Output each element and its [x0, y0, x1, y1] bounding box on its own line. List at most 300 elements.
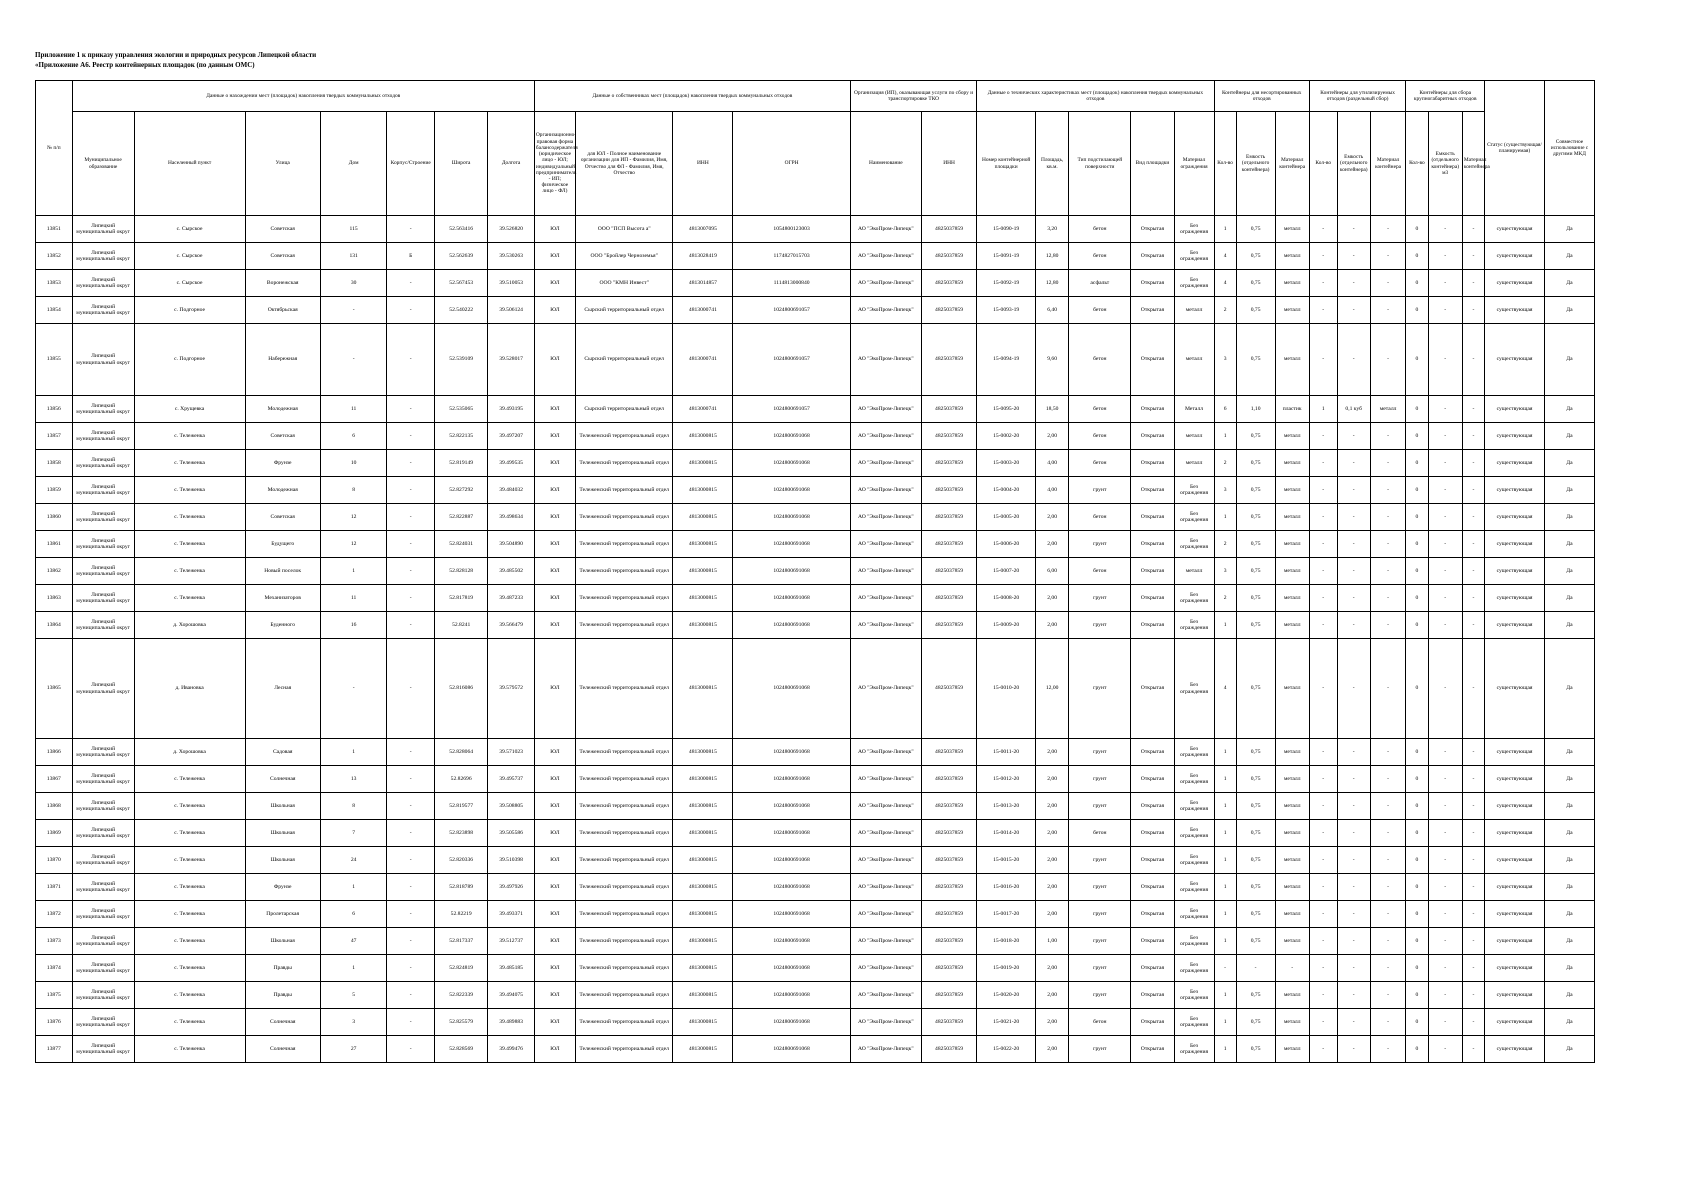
cell-street: Правды: [245, 955, 320, 982]
cell-operator-name: АО "ЭкоПром-Липецк": [850, 324, 921, 396]
cell-longitude: 39.510398: [488, 847, 535, 874]
cell-site-number: 15-0014-20: [977, 820, 1036, 847]
cell-owner-ogrn: 1024800691068: [733, 874, 851, 901]
cell-bulky-volume: -: [1428, 612, 1462, 639]
cell-area: 2,00: [1036, 793, 1069, 820]
cell-municipality: Липецкий муниципальный округ: [72, 585, 134, 612]
cell-area: 4,00: [1036, 450, 1069, 477]
cell-surface: грунт: [1069, 585, 1131, 612]
cell-house: 1: [320, 874, 387, 901]
cell-status: существующая: [1485, 450, 1545, 477]
cell-longitude: 39.530263: [488, 243, 535, 270]
cell-operator-name: АО "ЭкоПром-Липецк": [850, 793, 921, 820]
cell-site-number: 15-0011-20: [977, 739, 1036, 766]
cell-unsorted-qty: 6: [1214, 396, 1236, 423]
cell-owner-ogrn: 1114813000840: [733, 270, 851, 297]
heading-line-2: «Приложение А6. Реестр контейнерных площадок (по данным ОМС): [35, 60, 255, 69]
cell-municipality: Липецкий муниципальный округ: [72, 216, 134, 243]
cell-row-number: 13862: [36, 558, 73, 585]
cell-legal-form: ЮЛ: [534, 477, 575, 504]
table-row: [36, 955, 1595, 982]
cell-building: -: [387, 423, 435, 450]
header-group-row: [36, 81, 1595, 112]
cell-operator-name: АО "ЭкоПром-Липецк": [850, 585, 921, 612]
cell-bulky-material: -: [1462, 739, 1484, 766]
cell-unsorted-volume: 0,75: [1236, 1009, 1275, 1036]
cell-owner-name: Сырский территориальный отдел: [575, 297, 673, 324]
cell-recycle-material: -: [1370, 612, 1406, 639]
cell-surface: грунт: [1069, 612, 1131, 639]
cell-owner-inn: 4813028419: [673, 243, 733, 270]
cell-street: Лесная: [245, 639, 320, 739]
cell-latitude: 52.817819: [435, 585, 488, 612]
cell-surface: бетон: [1069, 396, 1131, 423]
cell-unsorted-volume: 0,75: [1236, 270, 1275, 297]
cell-owner-inn: 4813000815: [673, 928, 733, 955]
cell-owner-inn: 4813000815: [673, 612, 733, 639]
cell-settlement: с. Тележенка: [134, 423, 245, 450]
cell-bulky-material: -: [1462, 982, 1484, 1009]
cell-legal-form: ЮЛ: [534, 1036, 575, 1063]
cell-fence: Без ограждения: [1174, 639, 1214, 739]
cell-longitude: 39.489883: [488, 1009, 535, 1036]
cell-surface: грунт: [1069, 1036, 1131, 1063]
cell-owner-ogrn: 1024800691068: [733, 612, 851, 639]
cell-unsorted-qty: 1: [1214, 766, 1236, 793]
cell-row-number: 13875: [36, 982, 73, 1009]
cell-fence: Без ограждения: [1174, 477, 1214, 504]
cell-fence: Без ограждения: [1174, 847, 1214, 874]
cell-legal-form: ЮЛ: [534, 450, 575, 477]
cell-shared-use: Да: [1544, 901, 1594, 928]
cell-street: Советская: [245, 216, 320, 243]
cell-house: 12: [320, 531, 387, 558]
cell-street: Школьная: [245, 820, 320, 847]
cell-recycle-volume: -: [1337, 955, 1370, 982]
cell-longitude: 39.528017: [488, 324, 535, 396]
cell-latitude: 52.817337: [435, 928, 488, 955]
cell-owner-ogrn: 1024800691057: [733, 297, 851, 324]
cell-longitude: 39.571023: [488, 739, 535, 766]
col-municipality: Муниципальное образование: [72, 112, 134, 216]
cell-unsorted-qty: 1: [1214, 739, 1236, 766]
cell-building: -: [387, 585, 435, 612]
cell-surface: бетон: [1069, 820, 1131, 847]
cell-operator-inn: 4825037859: [921, 820, 976, 847]
cell-building: -: [387, 216, 435, 243]
cell-fence: Без ограждения: [1174, 270, 1214, 297]
cell-legal-form: ЮЛ: [534, 901, 575, 928]
cell-bulky-qty: 0: [1406, 558, 1428, 585]
cell-fence: металл: [1174, 423, 1214, 450]
cell-surface: асфальт: [1069, 270, 1131, 297]
cell-building: -: [387, 874, 435, 901]
cell-bulky-volume: -: [1428, 396, 1462, 423]
cell-fence: Без ограждения: [1174, 216, 1214, 243]
col-unsorted-volume: Емкость (отдельного контейнера): [1236, 112, 1275, 216]
cell-fence: металл: [1174, 558, 1214, 585]
cell-shared-use: Да: [1544, 216, 1594, 243]
cell-longitude: 39.487233: [488, 585, 535, 612]
cell-owner-name: Тележенский территориальный отдел: [575, 612, 673, 639]
cell-site-number: 15-0092-19: [977, 270, 1036, 297]
table-row: [36, 874, 1595, 901]
cell-unsorted-material: металл: [1275, 1036, 1309, 1063]
cell-status: существующая: [1485, 504, 1545, 531]
cell-bulky-volume: -: [1428, 558, 1462, 585]
cell-house: 1: [320, 739, 387, 766]
cell-owner-inn: 4813000815: [673, 982, 733, 1009]
cell-surface: бетон: [1069, 558, 1131, 585]
cell-shared-use: Да: [1544, 585, 1594, 612]
cell-operator-inn: 4825037859: [921, 270, 976, 297]
cell-building: -: [387, 766, 435, 793]
cell-recycle-material: -: [1370, 216, 1406, 243]
cell-site-number: 15-0094-19: [977, 324, 1036, 396]
cell-fence: металл: [1174, 297, 1214, 324]
cell-recycle-qty: -: [1309, 1009, 1337, 1036]
cell-building: -: [387, 504, 435, 531]
table-row: [36, 450, 1595, 477]
cell-recycle-volume: -: [1337, 477, 1370, 504]
cell-status: существующая: [1485, 612, 1545, 639]
cell-legal-form: ЮЛ: [534, 423, 575, 450]
cell-settlement: с. Тележенка: [134, 477, 245, 504]
cell-longitude: 39.495737: [488, 766, 535, 793]
cell-site-type: Открытая: [1131, 928, 1174, 955]
cell-unsorted-qty: 1: [1214, 216, 1236, 243]
cell-latitude: 52.819149: [435, 450, 488, 477]
cell-operator-inn: 4825037859: [921, 612, 976, 639]
cell-owner-ogrn: 1024800691068: [733, 820, 851, 847]
cell-site-number: 15-0095-20: [977, 396, 1036, 423]
cell-row-number: 13869: [36, 820, 73, 847]
cell-latitude: 52.822887: [435, 504, 488, 531]
cell-owner-name: Тележенский территориальный отдел: [575, 766, 673, 793]
cell-house: 10: [320, 450, 387, 477]
cell-longitude: 39.498634: [488, 504, 535, 531]
cell-recycle-volume: -: [1337, 874, 1370, 901]
cell-area: 2,00: [1036, 1009, 1069, 1036]
cell-fence: Без ограждения: [1174, 243, 1214, 270]
cell-operator-name: АО "ЭкоПром-Липецк": [850, 766, 921, 793]
cell-house: -: [320, 639, 387, 739]
cell-owner-inn: 4813014857: [673, 270, 733, 297]
cell-latitude: 52.827292: [435, 477, 488, 504]
cell-site-number: 15-0003-20: [977, 450, 1036, 477]
cell-shared-use: Да: [1544, 1009, 1594, 1036]
cell-operator-inn: 4825037859: [921, 639, 976, 739]
cell-status: существующая: [1485, 270, 1545, 297]
cell-bulky-material: -: [1462, 270, 1484, 297]
cell-municipality: Липецкий муниципальный округ: [72, 396, 134, 423]
cell-municipality: Липецкий муниципальный округ: [72, 558, 134, 585]
cell-status: существующая: [1485, 901, 1545, 928]
cell-municipality: Липецкий муниципальный округ: [72, 766, 134, 793]
cell-bulky-material: -: [1462, 820, 1484, 847]
cell-recycle-material: -: [1370, 874, 1406, 901]
cell-owner-ogrn: 1024800691068: [733, 1009, 851, 1036]
cell-settlement: с. Хрущевка: [134, 396, 245, 423]
col-operator-name: Наименование: [850, 112, 921, 216]
cell-shared-use: Да: [1544, 396, 1594, 423]
cell-owner-inn: 4813000815: [673, 739, 733, 766]
cell-unsorted-material: металл: [1275, 639, 1309, 739]
cell-owner-name: Тележенский территориальный отдел: [575, 874, 673, 901]
cell-municipality: Липецкий муниципальный округ: [72, 612, 134, 639]
cell-row-number: 13851: [36, 216, 73, 243]
cell-recycle-volume: -: [1337, 739, 1370, 766]
cell-recycle-material: -: [1370, 243, 1406, 270]
cell-recycle-volume: -: [1337, 585, 1370, 612]
cell-owner-name: Тележенский территориальный отдел: [575, 423, 673, 450]
table-row: [36, 928, 1595, 955]
col-settlement: Населенный пункт: [134, 112, 245, 216]
cell-fence: Без ограждения: [1174, 766, 1214, 793]
cell-recycle-qty: -: [1309, 847, 1337, 874]
table-row: [36, 793, 1595, 820]
cell-owner-name: Тележенский территориальный отдел: [575, 558, 673, 585]
cell-bulky-qty: 0: [1406, 739, 1428, 766]
cell-recycle-qty: -: [1309, 874, 1337, 901]
cell-house: 30: [320, 270, 387, 297]
cell-owner-name: Тележенский территориальный отдел: [575, 504, 673, 531]
cell-owner-name: Тележенский территориальный отдел: [575, 585, 673, 612]
cell-owner-name: Тележенский территориальный отдел: [575, 477, 673, 504]
cell-fence: Без ограждения: [1174, 955, 1214, 982]
cell-recycle-volume: -: [1337, 558, 1370, 585]
cell-settlement: с. Тележенка: [134, 928, 245, 955]
cell-municipality: Липецкий муниципальный округ: [72, 297, 134, 324]
cell-recycle-material: -: [1370, 1009, 1406, 1036]
cell-recycle-qty: -: [1309, 901, 1337, 928]
cell-municipality: Липецкий муниципальный округ: [72, 639, 134, 739]
cell-owner-ogrn: 1024800691068: [733, 739, 851, 766]
cell-recycle-material: -: [1370, 477, 1406, 504]
cell-unsorted-material: металл: [1275, 585, 1309, 612]
cell-unsorted-material: металл: [1275, 1009, 1309, 1036]
cell-house: 24: [320, 847, 387, 874]
cell-bulky-material: -: [1462, 531, 1484, 558]
cell-owner-ogrn: 1024800691068: [733, 766, 851, 793]
cell-bulky-material: -: [1462, 847, 1484, 874]
cell-street: Правды: [245, 982, 320, 1009]
cell-operator-inn: 4825037859: [921, 793, 976, 820]
cell-building: -: [387, 820, 435, 847]
cell-house: 8: [320, 477, 387, 504]
cell-owner-inn: 4813000815: [673, 477, 733, 504]
cell-row-number: 13853: [36, 270, 73, 297]
cell-owner-ogrn: 1024800691068: [733, 504, 851, 531]
cell-bulky-volume: -: [1428, 477, 1462, 504]
cell-operator-name: АО "ЭкоПром-Липецк": [850, 450, 921, 477]
group-location: Данные о нахождении мест (площадок) накопления твердых коммунальных отходов: [72, 81, 534, 112]
cell-longitude: 39.508805: [488, 793, 535, 820]
cell-recycle-material: -: [1370, 639, 1406, 739]
cell-owner-name: Тележенский территориальный отдел: [575, 639, 673, 739]
cell-site-number: 15-0008-20: [977, 585, 1036, 612]
cell-site-type: Открытая: [1131, 793, 1174, 820]
table-row: [36, 585, 1595, 612]
cell-latitude: 52.82696: [435, 766, 488, 793]
cell-status: существующая: [1485, 216, 1545, 243]
cell-longitude: 39.526820: [488, 216, 535, 243]
col-recycle-volume: Емкость (отдельного контейнера): [1337, 112, 1370, 216]
table-row: [36, 216, 1595, 243]
cell-status: существующая: [1485, 477, 1545, 504]
col-inn: ИНН: [673, 112, 733, 216]
cell-street: Набережная: [245, 324, 320, 396]
cell-unsorted-material: металл: [1275, 477, 1309, 504]
cell-bulky-qty: 0: [1406, 901, 1428, 928]
cell-shared-use: Да: [1544, 504, 1594, 531]
cell-site-number: 15-0016-20: [977, 874, 1036, 901]
table-row: [36, 396, 1595, 423]
cell-site-type: Открытая: [1131, 955, 1174, 982]
cell-surface: бетон: [1069, 216, 1131, 243]
cell-surface: грунт: [1069, 531, 1131, 558]
cell-building: -: [387, 612, 435, 639]
cell-site-type: Открытая: [1131, 216, 1174, 243]
cell-operator-name: АО "ЭкоПром-Липецк": [850, 874, 921, 901]
cell-municipality: Липецкий муниципальный округ: [72, 739, 134, 766]
cell-settlement: с. Тележенка: [134, 531, 245, 558]
cell-operator-name: АО "ЭкоПром-Липецк": [850, 1009, 921, 1036]
cell-unsorted-qty: 4: [1214, 243, 1236, 270]
cell-surface: грунт: [1069, 928, 1131, 955]
table-body: [36, 216, 1595, 1063]
cell-unsorted-volume: 0,75: [1236, 450, 1275, 477]
cell-surface: грунт: [1069, 874, 1131, 901]
cell-site-type: Открытая: [1131, 423, 1174, 450]
heading-line-1: Приложение 1 к приказу управления экологии и природных ресурсов Липецкой области: [35, 51, 317, 59]
cell-bulky-qty: 0: [1406, 243, 1428, 270]
cell-owner-ogrn: 1024800691068: [733, 847, 851, 874]
document-heading: [35, 51, 316, 70]
cell-unsorted-material: металл: [1275, 766, 1309, 793]
cell-row-number: 13856: [36, 396, 73, 423]
cell-settlement: с. Тележенка: [134, 847, 245, 874]
cell-unsorted-material: металл: [1275, 243, 1309, 270]
cell-latitude: 52.540222: [435, 297, 488, 324]
cell-recycle-volume: -: [1337, 982, 1370, 1009]
cell-site-number: 15-0007-20: [977, 558, 1036, 585]
cell-owner-inn: 4813000815: [673, 450, 733, 477]
cell-house: 13: [320, 766, 387, 793]
cell-building: -: [387, 531, 435, 558]
cell-fence: Без ограждения: [1174, 982, 1214, 1009]
cell-unsorted-material: металл: [1275, 847, 1309, 874]
cell-area: 2,00: [1036, 739, 1069, 766]
cell-unsorted-material: металл: [1275, 324, 1309, 396]
col-surface: Тип подстилающей поверхности: [1069, 112, 1131, 216]
cell-operator-inn: 4825037859: [921, 982, 976, 1009]
cell-recycle-material: -: [1370, 450, 1406, 477]
cell-site-number: 15-0021-20: [977, 1009, 1036, 1036]
cell-bulky-material: -: [1462, 423, 1484, 450]
cell-unsorted-volume: -: [1236, 955, 1275, 982]
cell-unsorted-qty: 1: [1214, 820, 1236, 847]
cell-bulky-volume: -: [1428, 531, 1462, 558]
cell-site-type: Открытая: [1131, 297, 1174, 324]
cell-bulky-volume: -: [1428, 928, 1462, 955]
col-owner-name: для ЮЛ - Полное наименование организации для ИП - Фамилия, Имя, Отчество для ФЛ - Фамилия, Имя, Отчество: [575, 112, 673, 216]
cell-site-number: 15-0093-19: [977, 297, 1036, 324]
cell-surface: бетон: [1069, 450, 1131, 477]
cell-shared-use: Да: [1544, 982, 1594, 1009]
cell-bulky-material: -: [1462, 874, 1484, 901]
cell-street: Садовая: [245, 739, 320, 766]
cell-fence: Без ограждения: [1174, 1009, 1214, 1036]
cell-bulky-volume: -: [1428, 216, 1462, 243]
cell-municipality: Липецкий муниципальный округ: [72, 324, 134, 396]
cell-status: существующая: [1485, 928, 1545, 955]
cell-municipality: Липецкий муниципальный округ: [72, 270, 134, 297]
cell-site-type: Открытая: [1131, 820, 1174, 847]
cell-unsorted-volume: 0,75: [1236, 820, 1275, 847]
cell-recycle-qty: -: [1309, 558, 1337, 585]
cell-bulky-qty: 0: [1406, 396, 1428, 423]
cell-settlement: с. Тележенка: [134, 982, 245, 1009]
table-row: [36, 901, 1595, 928]
cell-bulky-material: -: [1462, 766, 1484, 793]
cell-unsorted-volume: 0,75: [1236, 297, 1275, 324]
cell-site-number: 15-0017-20: [977, 901, 1036, 928]
cell-street: Школьная: [245, 793, 320, 820]
cell-bulky-qty: 0: [1406, 423, 1428, 450]
cell-owner-inn: 4813000815: [673, 1009, 733, 1036]
cell-bulky-material: -: [1462, 585, 1484, 612]
cell-operator-name: АО "ЭкоПром-Липецк": [850, 504, 921, 531]
cell-recycle-qty: -: [1309, 243, 1337, 270]
cell-settlement: с. Тележенка: [134, 504, 245, 531]
cell-site-type: Открытая: [1131, 766, 1174, 793]
cell-owner-name: Тележенский территориальный отдел: [575, 793, 673, 820]
cell-legal-form: ЮЛ: [534, 585, 575, 612]
cell-status: существующая: [1485, 820, 1545, 847]
cell-bulky-qty: 0: [1406, 216, 1428, 243]
cell-area: 2,00: [1036, 820, 1069, 847]
cell-owner-name: Тележенский территориальный отдел: [575, 450, 673, 477]
cell-bulky-volume: -: [1428, 874, 1462, 901]
cell-street: Советская: [245, 243, 320, 270]
cell-owner-name: Тележенский территориальный отдел: [575, 820, 673, 847]
cell-longitude: 39.510053: [488, 270, 535, 297]
cell-municipality: Липецкий муниципальный округ: [72, 504, 134, 531]
cell-unsorted-qty: 1: [1214, 982, 1236, 1009]
cell-latitude: 52.567453: [435, 270, 488, 297]
cell-unsorted-material: -: [1275, 955, 1309, 982]
cell-building: -: [387, 955, 435, 982]
cell-recycle-volume: -: [1337, 793, 1370, 820]
cell-latitude: 52.828064: [435, 739, 488, 766]
cell-unsorted-material: металл: [1275, 270, 1309, 297]
cell-street: Молодежная: [245, 396, 320, 423]
cell-operator-name: АО "ЭкоПром-Липецк": [850, 820, 921, 847]
cell-bulky-qty: 0: [1406, 766, 1428, 793]
cell-recycle-material: -: [1370, 739, 1406, 766]
cell-recycle-volume: -: [1337, 450, 1370, 477]
cell-bulky-volume: -: [1428, 450, 1462, 477]
cell-house: 6: [320, 901, 387, 928]
cell-street: Школьная: [245, 928, 320, 955]
cell-owner-ogrn: 1024800691068: [733, 1036, 851, 1063]
cell-operator-inn: 4825037859: [921, 450, 976, 477]
cell-latitude: 52.823898: [435, 820, 488, 847]
cell-operator-inn: 4825037859: [921, 324, 976, 396]
cell-status: существующая: [1485, 739, 1545, 766]
cell-building: -: [387, 1009, 435, 1036]
